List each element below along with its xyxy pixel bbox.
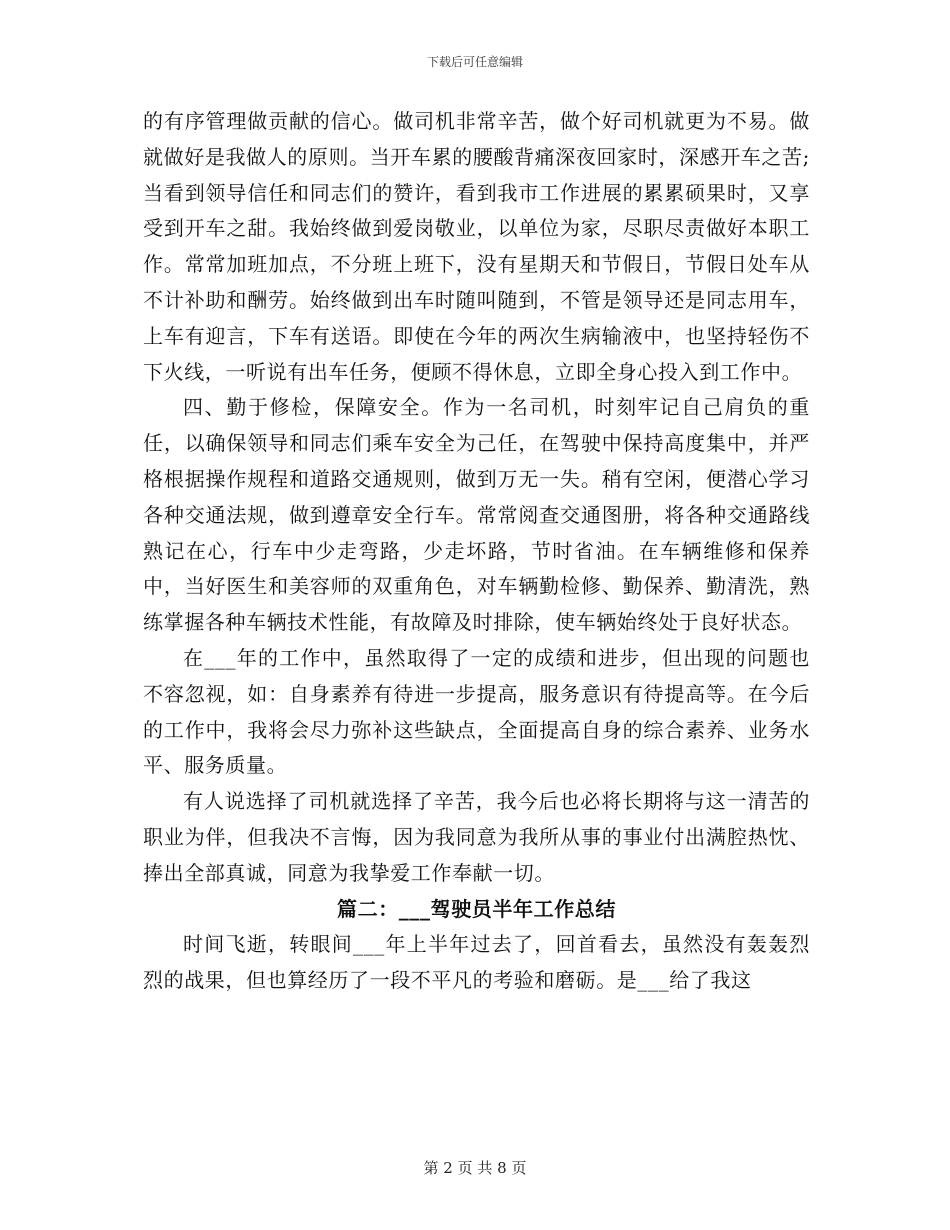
paragraph-service-attitude: 的有序管理做贡献的信心。做司机非常辛苦，做个好司机就更为不易。做就做好是我做人的原则。当开车累的腰酸背痛深夜回家时，深感开车之苦;当看到领导信任和同志们的赞许，看到我市工作进展的累累硕果时，又享受到开车之甜。我始终做到爱岗敬业，以单位为家，尽职尽责做好本职工作。常常加班加点，不分班上班下，没有星期天和节假日，节假日处车从不计补助和酬劳。始终做到出车时随叫随到，不管是领导还是同志用车，上车有迎言，下车有送语。即使在今年的两次生病输液中，也坚持轻伤不下火线，一听说有出车任务，便顾不得休息，立即全身心投入到工作中。: [143, 109, 810, 384]
page-number: 第 2 页 共 8 页: [423, 1159, 527, 1177]
paragraph-commitment: 有人说选择了司机就选择了辛苦，我今后也必将长期将与这一清苦的职业为伴，但我决不言悔，因为我同意为我所从事的事业付出满腔热忱、捧出全部真诚，同意为我挚爱工作奉献一切。: [143, 789, 810, 885]
paragraph-section-intro: 时间飞逝，转眼间___年上半年过去了，回首看去，虽然没有轰轰烈烈的战果，但也算经历了一段不平凡的考验和磨砺。是___给了我这: [143, 932, 810, 993]
section-heading: 篇二：___驾驶员半年工作总结: [337, 896, 616, 921]
paragraph-vehicle-maintenance: 四、勤于修检，保障安全。作为一名司机，时刻牢记自己肩负的重任，以确保领导和同志们乘车安全为己任，在驾驶中保持高度集中，并严格根据操作规程和道路交通规则，做到万无一失。稍有空闲，便潜心学习各种交通法规，做到遵章安全行车。常常阅查交通图册，将各种交通路线熟记在心，行车中少走弯路，少走坏路，节时省油。在车辆维修和保养中，当好医生和美容师的双重角色，对车辆勤检修、勤保养、勤清洗，熟练掌握各种车辆技术性能，有故障及时排除，使车辆始终处于良好状态。: [143, 395, 810, 635]
page-header: 下载后可任意编辑: [426, 55, 523, 69]
paragraph-shortcomings: 在___年的工作中，虽然取得了一定的成绩和进步，但出现的问题也不容忽视，如：自身素养有待进一步提高，服务意识有待提高等。在今后的工作中，我将会尽力弥补这些缺点，全面提高自身的综合素养、业务水平、服务质量。: [143, 645, 810, 778]
document-body: [143, 104, 810, 999]
